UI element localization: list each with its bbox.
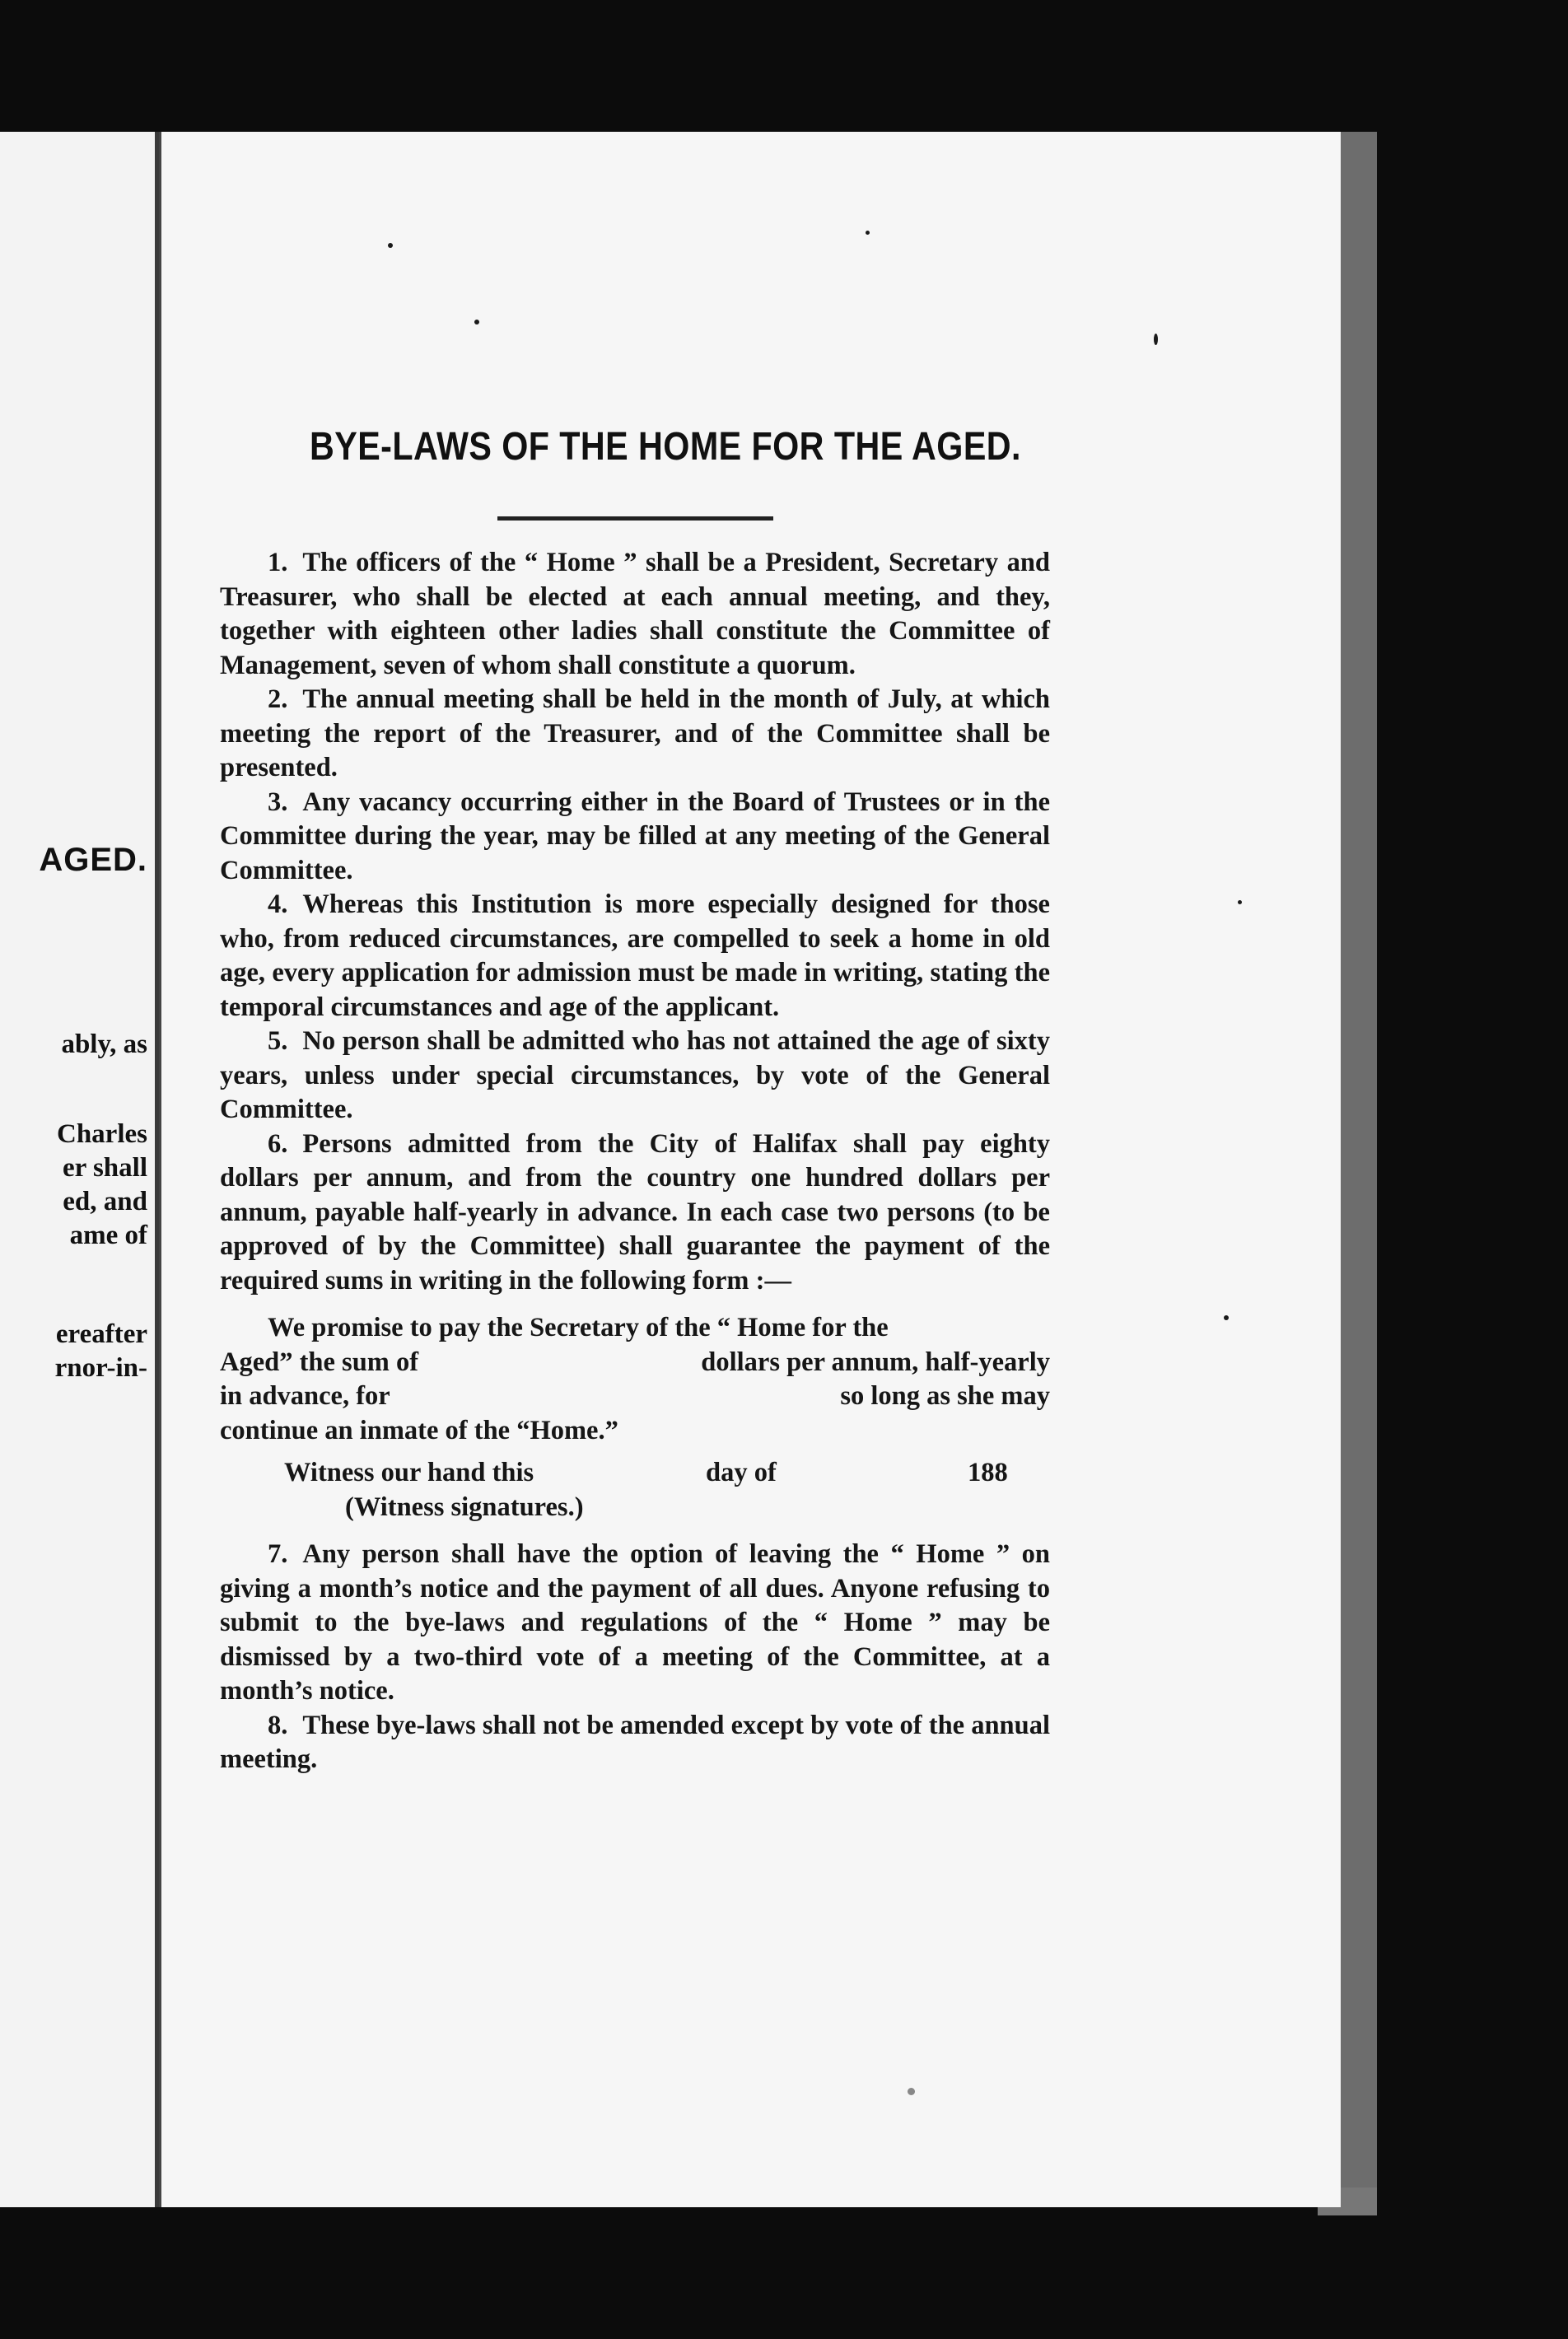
witness-day: day of <box>706 1458 777 1487</box>
bylaw-paragraph <box>220 1709 1050 1777</box>
bylaw-paragraph <box>220 1538 1050 1709</box>
bylaw-number: 7. <box>268 1539 288 1569</box>
bylaw-number: 1. <box>268 548 288 577</box>
form-line <box>220 1346 1050 1380</box>
form-text: in advance, for <box>220 1381 390 1411</box>
bylaw-number: 8. <box>268 1710 288 1740</box>
witness-signatures: (Witness signatures.) <box>345 1492 584 1522</box>
bylaw-paragraph <box>220 786 1050 889</box>
bylaws-body <box>220 546 1050 1777</box>
scan-speck <box>866 231 870 235</box>
left-page-line: Charles <box>57 1119 147 1149</box>
bylaw-text: Any vacancy occurring either in the Board of Trustees or in the Committee during the year, may be filled at any meeting of the General Committee. <box>220 787 1050 885</box>
left-facing-page <box>0 132 159 2207</box>
left-page-line: ed, and <box>63 1187 147 1216</box>
left-page-line: rnor-in- <box>54 1353 147 1383</box>
scan-speck <box>908 2088 915 2095</box>
bylaw-text: Persons admitted from the City of Halifax shall pay eighty dollars per annum, and from the country one hundred dollars per annum, payable half-yearly in advance. In each case two persons (to be approved of by the Committee) shall guarantee the payment of the required sums in writing in the following form :— <box>220 1128 1050 1296</box>
form-line <box>220 1414 1050 1449</box>
bylaw-text: The officers of the “ Home ” shall be a President, Secretary and Treasurer, who shall be elected at each annual meeting, and they, together with eighteen other ladies shall constitute the Committee of Management, seven of whom shall constitute a quorum. <box>220 548 1050 680</box>
left-page-line: ably, as <box>61 1029 147 1059</box>
form-text: Aged” the sum of <box>220 1347 419 1377</box>
bylaw-paragraph <box>220 1025 1050 1127</box>
form-text: so long as she may <box>840 1381 1050 1411</box>
left-page-lines-block <box>55 1318 147 1385</box>
document-page <box>159 132 1341 2207</box>
left-page-line: ereafter <box>55 1319 147 1349</box>
scan-speck <box>1154 334 1158 345</box>
left-page-line: er shall <box>63 1153 147 1183</box>
form-line: We promise to pay the Secretary of the “ Home for the <box>268 1313 889 1342</box>
bylaw-text: Any person shall have the option of leaving the “ Home ” on giving a month’s notice and the payment of all dues. Anyone refusing to submit to the bye-laws and regulations of the “ Home ” may be dismissed by a two-third vote of a meeting of the Committee, at a month’s notice. <box>220 1539 1050 1706</box>
witness-line <box>220 1456 1050 1491</box>
bylaw-text: No person shall be admitted who has not attained the age of sixty years, unless under special circumstances, by vote of the General Committee. <box>220 1026 1050 1124</box>
guarantee-form <box>220 1311 1050 1524</box>
bylaw-number: 3. <box>268 787 288 817</box>
bylaw-text: The annual meeting shall be held in the month of July, at which meeting the report of the Treasurer, and of the Committee shall be presented. <box>220 684 1050 782</box>
bylaw-number: 4. <box>268 889 288 919</box>
page-edge-shadow <box>1341 132 1377 2215</box>
bylaw-number: 5. <box>268 1026 288 1056</box>
title-rule <box>497 516 773 521</box>
bylaw-text: These bye-laws shall not be amended except by vote of the annual meeting. <box>220 1710 1050 1774</box>
bylaw-paragraph <box>220 888 1050 1025</box>
bylaw-number: 2. <box>268 684 288 714</box>
witness-year: 188 <box>968 1458 1008 1487</box>
bylaw-paragraph <box>220 1127 1050 1299</box>
witness-text: Witness our hand this <box>284 1458 534 1487</box>
scan-speck <box>1238 900 1242 904</box>
scan-speck <box>474 320 479 324</box>
scan-speck <box>1224 1315 1229 1320</box>
bylaw-number: 6. <box>268 1128 288 1159</box>
signatures-line <box>220 1491 1050 1525</box>
form-text: continue an inmate of the “Home.” <box>220 1415 618 1445</box>
left-page-heading-fragment: AGED. <box>39 842 147 878</box>
scan-speck <box>388 243 393 248</box>
page-title: BYE-LAWS OF THE HOME FOR THE AGED. <box>310 425 1021 469</box>
bylaw-paragraph <box>220 546 1050 683</box>
left-page-lines-block <box>57 1118 147 1253</box>
form-text: dollars per annum, half-yearly <box>701 1347 1050 1377</box>
bylaw-text: Whereas this Institution is more especially designed for those who, from reduced circumstances, are compelled to seek a home in old age, every application for admission must be made in writing, stating the temporal circumstances and age of the applicant. <box>220 889 1050 1022</box>
left-page-line: ame of <box>69 1221 147 1250</box>
form-line <box>220 1380 1050 1414</box>
bylaw-paragraph <box>220 683 1050 786</box>
